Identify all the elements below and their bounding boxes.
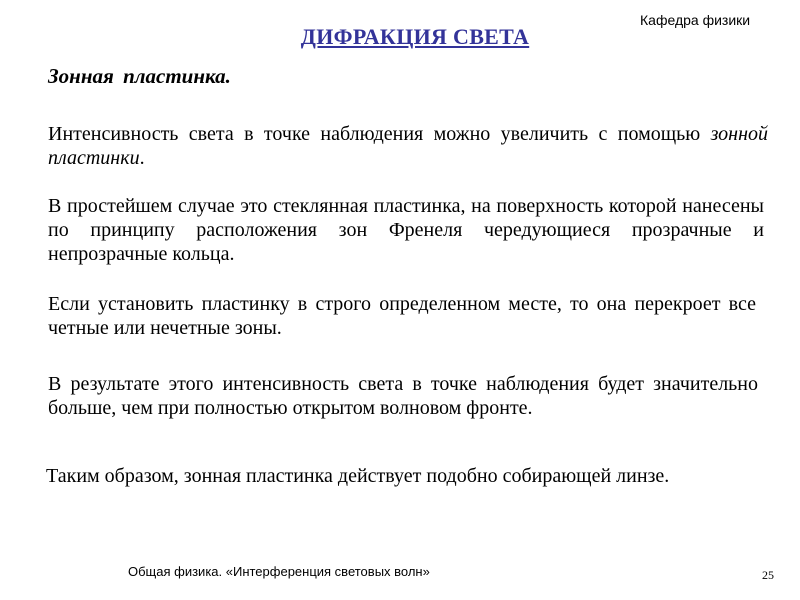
zone-plate-term: зонной пластинки [48, 123, 768, 169]
paragraph-placement: Если установить пластинку в строго определенном месте, то она перекроет все четные или нечетные зоны. [48, 293, 756, 339]
paragraph-end: . [139, 147, 145, 169]
paragraph-zone-plate-intro [48, 122, 768, 170]
section-subtitle: Зонная пластинка. [48, 64, 231, 88]
footer-course: Общая физика. «Интерференция световых волн» [128, 564, 430, 579]
paragraph-text: Интенсивность света в точке наблюдения можно увеличить с помощью [48, 123, 711, 145]
paragraph-conclusion: Таким образом, зонная пластинка действует подобно собирающей линзе. [46, 465, 670, 487]
slide-title: ДИФРАКЦИЯ СВЕТА [300, 24, 530, 49]
paragraph-result: В результате этого интенсивность света в точке наблюдения будет значительно больше, чем при полностью открытом волновом фронте. [48, 373, 758, 419]
department-label: Кафедра физики [640, 12, 751, 28]
page-number: 25 [762, 568, 774, 582]
paragraph-glass-plate: В простейшем случае это стеклянная пластинка, на поверхность которой нанесены по принципу расположения зон Френеля чередующиеся прозрачные и непрозрачные кольца. [48, 195, 764, 265]
